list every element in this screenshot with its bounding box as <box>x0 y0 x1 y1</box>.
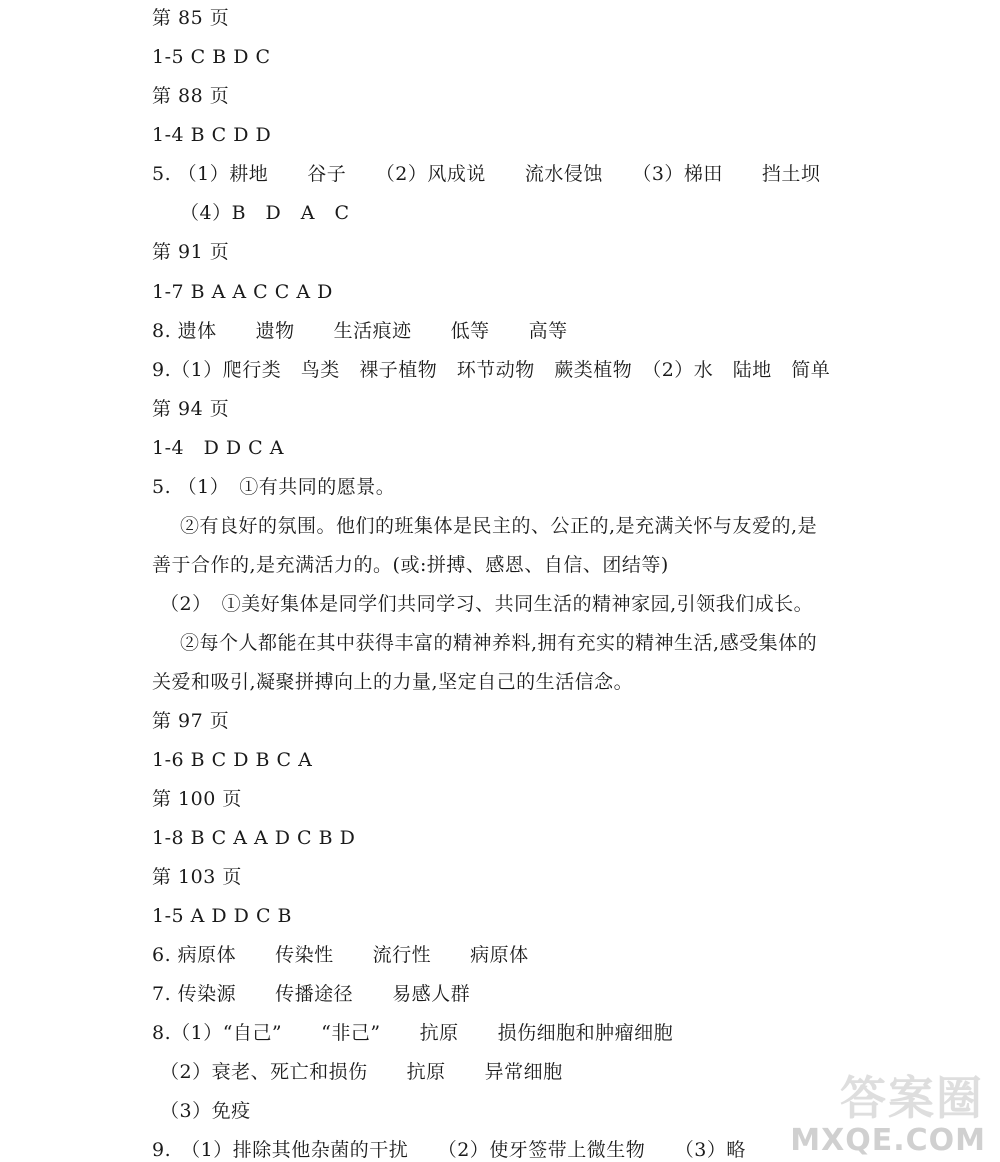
answer-line: 7. 传染源 传播途径 易感人群 <box>152 983 471 1005</box>
page-heading-88: 第 88 页 <box>152 85 230 107</box>
answer-line: 6. 病原体 传染性 流行性 病原体 <box>152 944 529 966</box>
answer-line: 5. （1） ①有共同的愿景。 <box>152 476 396 498</box>
page-heading-97: 第 97 页 <box>152 710 230 732</box>
watermark-url: MXQE.COM <box>790 1123 986 1158</box>
page-heading-85: 第 85 页 <box>152 7 230 29</box>
page-heading-103: 第 103 页 <box>152 866 242 888</box>
answer-line: （2）衰老、死亡和损伤 抗原 异常细胞 <box>160 1061 563 1083</box>
answer-line: （4）B D A C <box>180 202 350 224</box>
answer-line: 1-6 B C D B C A <box>152 749 313 771</box>
answer-line: 善于合作的,是充满活力的。(或:拼搏、感恩、自信、团结等) <box>152 554 669 576</box>
page-heading-94: 第 94 页 <box>152 398 230 420</box>
page-heading-91: 第 91 页 <box>152 241 230 263</box>
answer-line: ②每个人都能在其中获得丰富的精神养料,拥有充实的精神生活,感受集体的 <box>180 632 818 654</box>
answer-line: 1-7 B A A C C A D <box>152 281 333 303</box>
answer-line: 关爱和吸引,凝聚拼搏向上的力量,坚定自己的生活信念。 <box>152 671 634 693</box>
page-heading-100: 第 100 页 <box>152 788 242 810</box>
answer-line: 8. 遗体 遗物 生活痕迹 低等 高等 <box>152 320 568 342</box>
answer-line: 8.（1）“自己” “非己” 抗原 损伤细胞和肿瘤细胞 <box>152 1022 674 1044</box>
answer-line: 1-4 B C D D <box>152 124 272 146</box>
answer-line: （2） ①美好集体是同学们共同学习、共同生活的精神家园,引领我们成长。 <box>160 593 814 615</box>
answer-line: 1-5 C B D C <box>152 46 271 68</box>
watermark <box>792 1058 992 1158</box>
answer-line: 5. （1）耕地 谷子 （2）风成说 流水侵蚀 （3）梯田 挡土坝 <box>152 163 821 185</box>
answer-line: 1-8 B C A A D C B D <box>152 827 356 849</box>
answer-line: 1-4 D D C A <box>152 437 284 459</box>
answer-line: 9.（1）爬行类 鸟类 裸子植物 环节动物 蕨类植物 （2）水 陆地 简单 <box>152 359 831 381</box>
answer-line: ②有良好的氛围。他们的班集体是民主的、公正的,是充满关怀与友爱的,是 <box>180 515 818 537</box>
watermark-logo: 答案圈 <box>840 1071 984 1125</box>
answer-line: 1-5 A D D C B <box>152 905 292 927</box>
answer-line: （3）免疫 <box>160 1100 251 1122</box>
answer-line: 9. （1）排除其他杂菌的干扰 （2）使牙签带上微生物 （3）略 <box>152 1139 746 1161</box>
